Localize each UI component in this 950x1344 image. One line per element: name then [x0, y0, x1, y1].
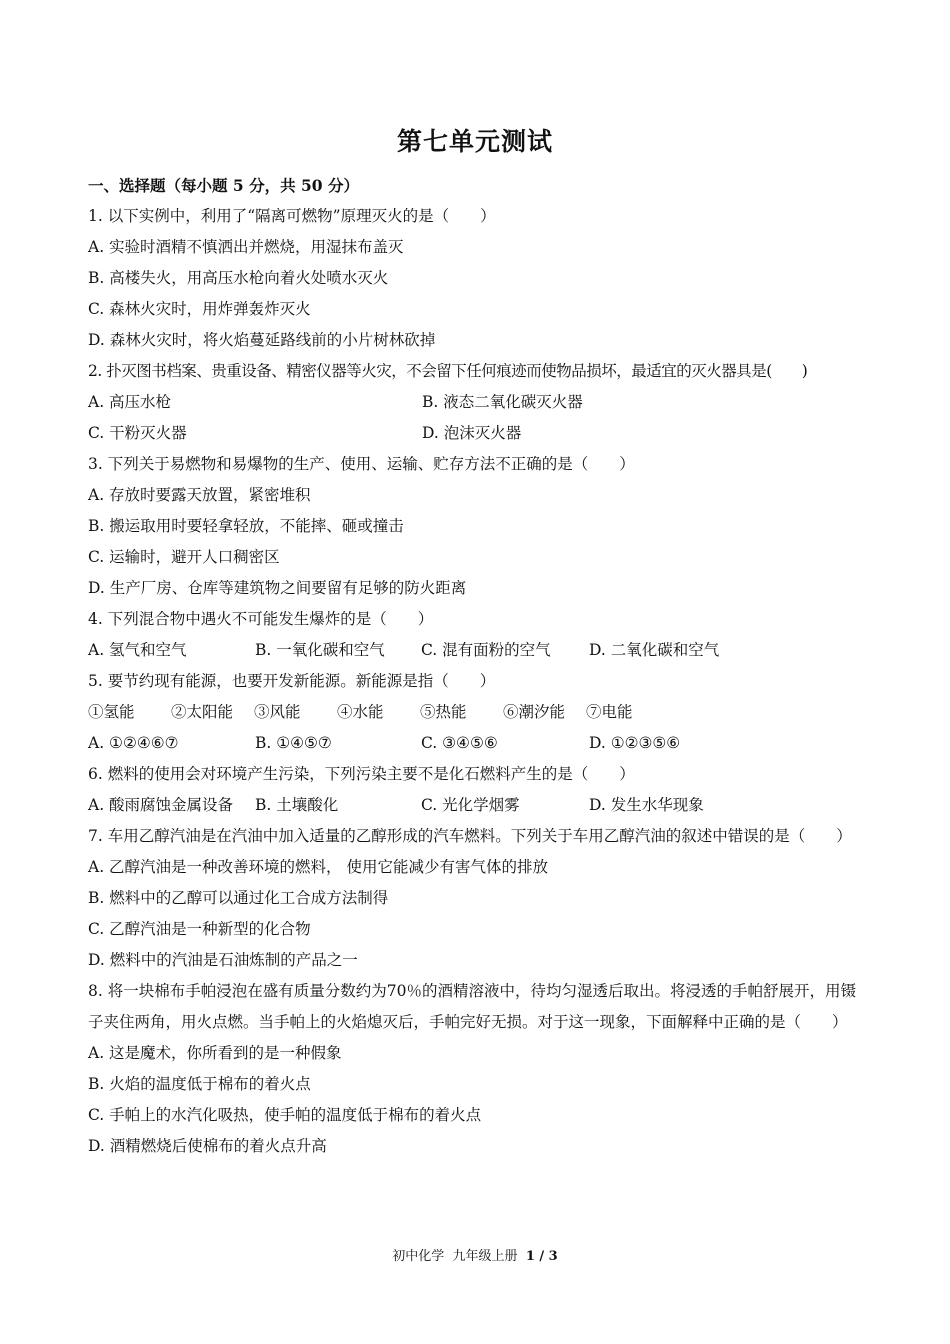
question-6-stem: 6. 燃料的使用会对环境产生污染，下列污染主要不是化石燃料产生的是（ ） [88, 765, 635, 783]
footer-grade: 九年级上册 [452, 1249, 518, 1264]
question-7-stem: 7. 车用乙醇汽油是在汽油中加入适量的乙醇形成的汽车燃料。下列关于车用乙醇汽油的叙述中错误的是（ ） [88, 827, 852, 845]
energy-item: ③风能 [254, 703, 301, 721]
question-3-stem: 3. 下列关于易燃物和易爆物的生产、使用、运输、贮存方法不正确的是（ ） [88, 455, 635, 473]
question-2-options-row-1 [88, 387, 870, 418]
energy-item: ①氢能 [88, 703, 135, 721]
page-number: 1 / 3 [525, 1249, 558, 1264]
question-5-option-a: A. ①②④⑥⑦ [88, 734, 179, 752]
question-6-option-b: B. 土壤酸化 [255, 796, 339, 814]
question-3-option-d: D. 生产厂房、仓库等建筑物之间要留有足够的防火距离 [88, 579, 467, 597]
energy-item: ②太阳能 [171, 703, 234, 721]
energy-item: ⑤热能 [420, 703, 467, 721]
footer-subject: 初中化学 [392, 1249, 445, 1264]
question-4-option-b: B. 一氧化碳和空气 [255, 641, 385, 659]
question-list [88, 170, 870, 1162]
question-8-option-c: C. 手帕上的水汽化吸热，使手帕的温度低于棉布的着火点 [88, 1106, 482, 1124]
question-4-option-a: A. 氢气和空气 [88, 641, 187, 659]
question-4-option-c: C. 混有面粉的空气 [421, 641, 551, 659]
question-5-option-c: C. ③④⑤⑥ [421, 734, 498, 752]
question-5-option-b: B. ①④⑤⑦ [255, 734, 332, 752]
page-title: 第七单元测试 [396, 127, 553, 156]
question-8-option-a: A. 这是魔术，你所看到的是一种假象 [88, 1044, 342, 1062]
question-2-option-c: C. 干粉灭火器 [88, 424, 187, 442]
question-2-option-d: D. 泡沫灭火器 [422, 424, 522, 442]
question-6-option-d: D. 发生水华现象 [589, 796, 704, 814]
energy-item: ⑦电能 [586, 703, 633, 721]
question-6-option-a: A. 酸雨腐蚀金属设备 [88, 796, 234, 814]
question-6-options [88, 790, 870, 821]
question-1-stem: 1. 以下实例中，利用了“隔离可燃物”原理灭火的是（ ） [88, 207, 496, 225]
question-1-option-d: D. 森林火灾时，将火焰蔓延路线前的小片树林砍掉 [88, 331, 436, 349]
question-4-options [88, 635, 870, 666]
question-7-option-c: C. 乙醇汽油是一种新型的化合物 [88, 920, 311, 938]
question-2-options-row-2 [88, 418, 870, 449]
question-1-option-a: A. 实验时酒精不慎洒出并燃烧，用湿抹布盖灭 [88, 238, 404, 256]
question-1-option-b: B. 高楼失火，用高压水枪向着火处喷水灭火 [88, 269, 389, 287]
question-6-option-c: C. 光化学烟雾 [421, 796, 520, 814]
question-2-option-a: A. 高压水枪 [88, 393, 172, 411]
question-7-option-d: D. 燃料中的汽油是石油炼制的产品之一 [88, 951, 358, 969]
section-heading: 一、选择题（每小题 5 分，共 50 分） [88, 176, 359, 195]
question-3-option-a: A. 存放时要露天放置，紧密堆积 [88, 486, 311, 504]
question-5-option-d: D. ①②③⑤⑥ [589, 734, 681, 752]
question-8-option-d: D. 酒精燃烧后使棉布的着火点升高 [88, 1137, 327, 1155]
question-4-stem: 4. 下列混合物中遇火不可能发生爆炸的是（ ） [88, 610, 434, 628]
page-footer [0, 1245, 950, 1264]
energy-item: ⑥潮汐能 [503, 703, 566, 721]
question-1-option-c: C. 森林火灾时，用炸弹轰炸灭火 [88, 300, 311, 318]
question-5-options [88, 728, 870, 759]
question-2-stem: 2. 扑灭图书档案、贵重设备、精密仪器等火灾，不会留下任何痕迹而使物品损坏，最适宜的灭火器具是( ) [88, 362, 808, 380]
question-4-option-d: D. 二氧化碳和空气 [589, 641, 720, 659]
question-5-energy-list [88, 697, 870, 728]
question-3-option-c: C. 运输时，避开人口稠密区 [88, 548, 280, 566]
question-7-option-b: B. 燃料中的乙醇可以通过化工合成方法制得 [88, 889, 389, 907]
question-3-option-b: B. 搬运取用时要轻拿轻放，不能摔、砸或撞击 [88, 517, 404, 535]
question-5-stem: 5. 要节约现有能源，也要开发新能源。新能源是指（ ） [88, 672, 496, 690]
question-2-option-b: B. 液态二氧化碳灭火器 [422, 393, 583, 411]
question-8-option-b: B. 火焰的温度低于棉布的着火点 [88, 1075, 311, 1093]
energy-item: ④水能 [337, 703, 384, 721]
question-8-stem: 8. 将一块棉布手帕浸泡在盛有质量分数约为70％的酒精溶液中，待均匀湿透后取出。将浸透的手帕舒展开，用镊子夹住两角，用火点燃。当手帕上的火焰熄灭后，手帕完好无损。对于这一现象，下面解释中正确的是（ ） [88, 982, 856, 1031]
question-7-option-a: A. 乙醇汽油是一种改善环境的燃料， 使用它能减少有害气体的排放 [88, 858, 548, 876]
